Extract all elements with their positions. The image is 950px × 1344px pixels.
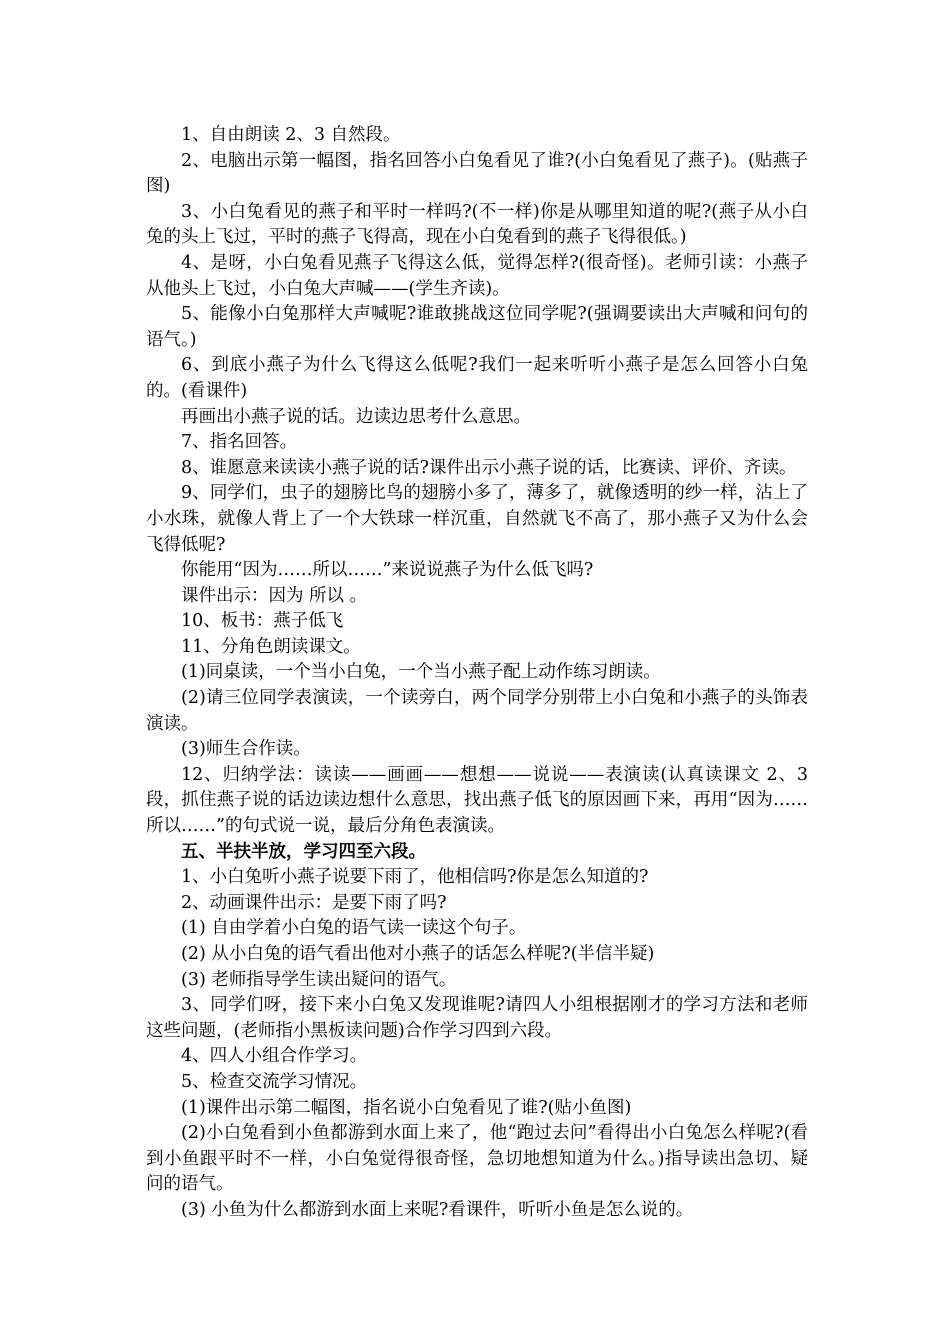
- body-paragraph: (1) 自由学着小白兔的语气读一读这个句子。: [181, 918, 527, 939]
- body-paragraph: 课件出示：因为 所以 。: [181, 585, 368, 606]
- body-paragraph: (3)师生合作读。: [181, 739, 311, 760]
- body-paragraph: (1)课件出示第二幅图，指名说小白兔看见了谁?(贴小鱼图): [181, 1097, 632, 1118]
- body-paragraph: (2) 从小白兔的语气看出他对小燕子的话怎么样呢?(半信半疑): [181, 944, 655, 964]
- body-paragraph: 11、分角色朗读课文。: [181, 636, 361, 657]
- body-paragraph: 12、归纳学法：读读——画画——想想——说说——表演读(认真读课文 2、3 段，抓住燕子说的话边读边想什么意思，找出燕子低飞的原因画下来，再用“因为……所以……”的句式说一说，最后分角色表演读。: [146, 764, 808, 837]
- body-paragraph: 5、能像小白兔那样大声喊呢?谁敢挑战这位同学呢?(强调要读出大声喊和问句的语气。): [146, 304, 808, 350]
- body-paragraph: (2)请三位同学表演读，一个读旁白，两个同学分别带上小白兔和小燕子的头饰表演读。: [146, 688, 808, 734]
- body-paragraph: (2)小白兔看到小鱼都游到水面上来了，他“跑过去问”看得出小白兔怎么样呢?(看到小鱼跟平时不一样，小白兔觉得很奇怪，急切地想知道为什么。)指导读出急切、疑问的语气。: [146, 1123, 808, 1195]
- document-body: [146, 123, 808, 1224]
- body-paragraph: 2、动画课件出示：是要下雨了吗?: [181, 892, 447, 913]
- body-paragraph: 10、板书：燕子低飞: [181, 611, 344, 632]
- body-paragraph: (3) 老师指导学生读出疑问的语气。: [181, 969, 457, 990]
- body-paragraph: 2、电脑出示第一幅图，指名回答小白兔看见了谁?(小白兔看见了燕子)。(贴燕子图): [146, 150, 808, 197]
- body-paragraph: 5、检查交流学习情况。: [181, 1071, 368, 1092]
- body-paragraph: 6、到底小燕子为什么飞得这么低呢?我们一起来听听小燕子是怎么回答小白兔的。(看课件): [146, 355, 808, 401]
- section-heading: 五、半扶半放，学习四至六段。: [181, 841, 426, 862]
- body-paragraph: 再画出小燕子说的话。边读边思考什么意思。: [181, 406, 531, 427]
- body-paragraph: 1、自由朗读 2、3 自然段。: [181, 125, 401, 145]
- body-paragraph: 4、四人小组合作学习。: [181, 1046, 368, 1067]
- body-paragraph: 你能用“因为……所以……”来说说燕子为什么低飞吗?: [181, 560, 594, 581]
- body-paragraph: 9、同学们，虫子的翅膀比鸟的翅膀小多了，薄多了，就像透明的纱一样，沾上了小水珠，就像人背上了一个大铁球一样沉重，自然就飞不高了，那小燕子又为什么会飞得低呢?: [146, 483, 808, 555]
- body-paragraph: 3、同学们呀，接下来小白兔又发现谁呢?请四人小组根据刚才的学习方法和老师这些问题，(老师指小黑板读问题)合作学习四到六段。: [146, 995, 808, 1041]
- body-paragraph: (1)同桌读，一个当小白兔，一个当小燕子配上动作练习朗读。: [181, 662, 661, 683]
- body-paragraph: 8、谁愿意来读读小燕子说的话?课件出示小燕子说的话，比赛读、评价、齐读。: [181, 457, 797, 478]
- body-paragraph: (3) 小鱼为什么都游到水面上来呢?看课件，听听小鱼是怎么说的。: [181, 1199, 694, 1220]
- body-paragraph: 3、小白兔看见的燕子和平时一样吗?(不一样)你是从哪里知道的呢?(燕子从小白兔的头上飞过，平时的燕子飞得高，现在小白兔看到的燕子飞得很低。): [146, 201, 808, 248]
- body-paragraph: 4、是呀，小白兔看见燕子飞得这么低，觉得怎样?(很奇怪)。老师引读：小燕子从他头上飞过，小白兔大声喊——(学生齐读)。: [146, 252, 808, 299]
- body-paragraph: 1、小白兔听小燕子说要下雨了，他相信吗?你是怎么知道的?: [181, 867, 649, 888]
- body-paragraph: 7、指名回答。: [181, 432, 298, 453]
